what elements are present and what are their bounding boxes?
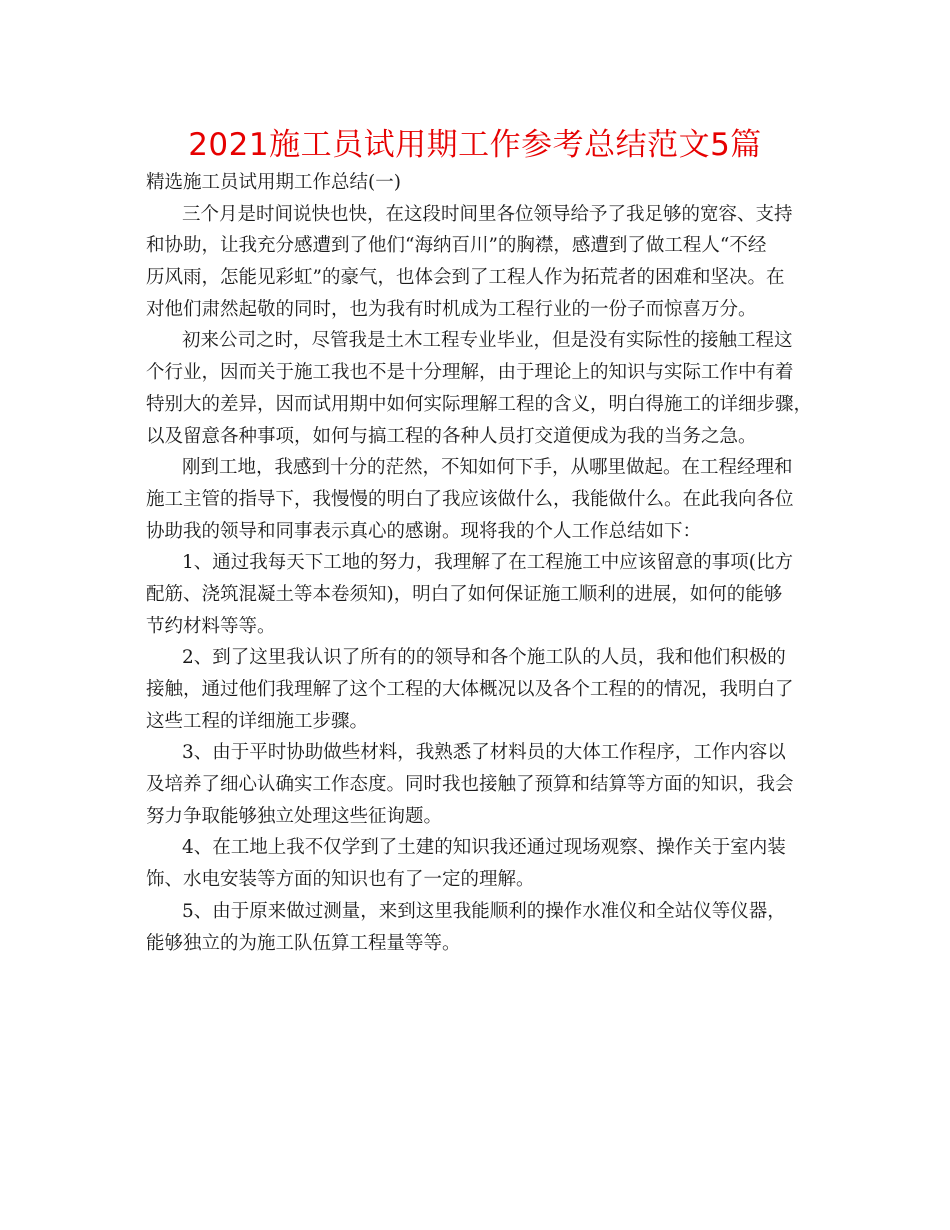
list-item-line: 1、通过我每天下工地的努力，我理解了在工程施工中应该留意的事项(比方 <box>182 552 793 574</box>
list-item-line: 配筋、浇筑混凝土等本卷须知)，明白了如何保证施工顺利的进展，如何的能够 <box>146 583 783 605</box>
paragraph-line: 以及留意各种事项，如何与搞工程的各种人员打交道便成为我的当务之急。 <box>146 425 757 447</box>
list-item-line: 饰、水电安装等方面的知识也有了一定的理解。 <box>146 869 535 891</box>
list-item-line: 努力争取能够独立处理这些征询题。 <box>146 805 443 827</box>
paragraph-line: 对他们肃然起敬的同时，也为我有时机成为工程行业的一份子而惊喜万分。 <box>146 298 757 320</box>
paragraph-line: 协助我的领导和同事表示真心的感谢。现将我的个人工作总结如下： <box>146 520 702 542</box>
list-item-line: 节约材料等等。 <box>146 615 276 637</box>
list-item-line: 4、在工地上我不仅学到了土建的知识我还通过现场观察、操作关于室内装 <box>182 837 786 859</box>
list-item-line: 接触，通过他们我理解了这个工程的大体概况以及各个工程的的情况，我明白了 <box>146 679 794 700</box>
list-item-line: 5、由于原来做过测量，来到这里我能顺利的操作水准仪和全站仪等仪器， <box>182 900 786 922</box>
list-item-line: 3、由于平时协助做些材料，我熟悉了材料员的大体工作程序，工作内容以 <box>182 742 786 764</box>
list-item-line: 及培养了细心认确实工作态度。同时我也接触了预算和结算等方面的知识，我会 <box>146 774 794 796</box>
paragraph-line: 历风雨，怎能见彩虹”的豪气，也体会到了工程人作为拓荒者的困难和坚决。在 <box>146 267 785 289</box>
list-item-line: 这些工程的详细施工步骤。 <box>146 710 369 732</box>
paragraph-line: 施工主管的指导下，我慢慢的明白了我应该做什么，我能做什么。在此我向各位 <box>146 488 794 510</box>
paragraph-line: 刚到工地，我感到十分的茫然，不知如何下手，从哪里做起。在工程经理和 <box>182 457 793 479</box>
list-item-line: 能够独立的为施工队伍算工程量等等。 <box>146 932 461 954</box>
paragraph-line: 特别大的差异，因而试用期中如何实际理解工程的含义，明白得施工的详细步骤， <box>146 393 813 415</box>
section-heading: 精选施工员试用期工作总结(一) <box>146 172 401 193</box>
paragraph-line: 个行业，因而关于施工我也不是十分理解，由于理论上的知识与实际工作中有着 <box>146 362 794 384</box>
list-item-line: 2、到了这里我认识了所有的的领导和各个施工队的人员，我和他们积极的 <box>182 647 786 669</box>
document-title: 2021施工员试用期工作参考总结范文5篇 <box>188 127 762 163</box>
paragraph-line: 和协助，让我充分感遭到了他们“海纳百川”的胸襟，感遭到了做工程人“不经 <box>146 235 767 257</box>
document-body <box>146 167 816 959</box>
paragraph-line: 初来公司之时，尽管我是土木工程专业毕业，但是没有实际性的接触工程这 <box>182 330 793 352</box>
paragraph-line: 三个月是时间说快也快，在这段时间里各位领导给予了我足够的宽容、支持 <box>182 203 793 225</box>
